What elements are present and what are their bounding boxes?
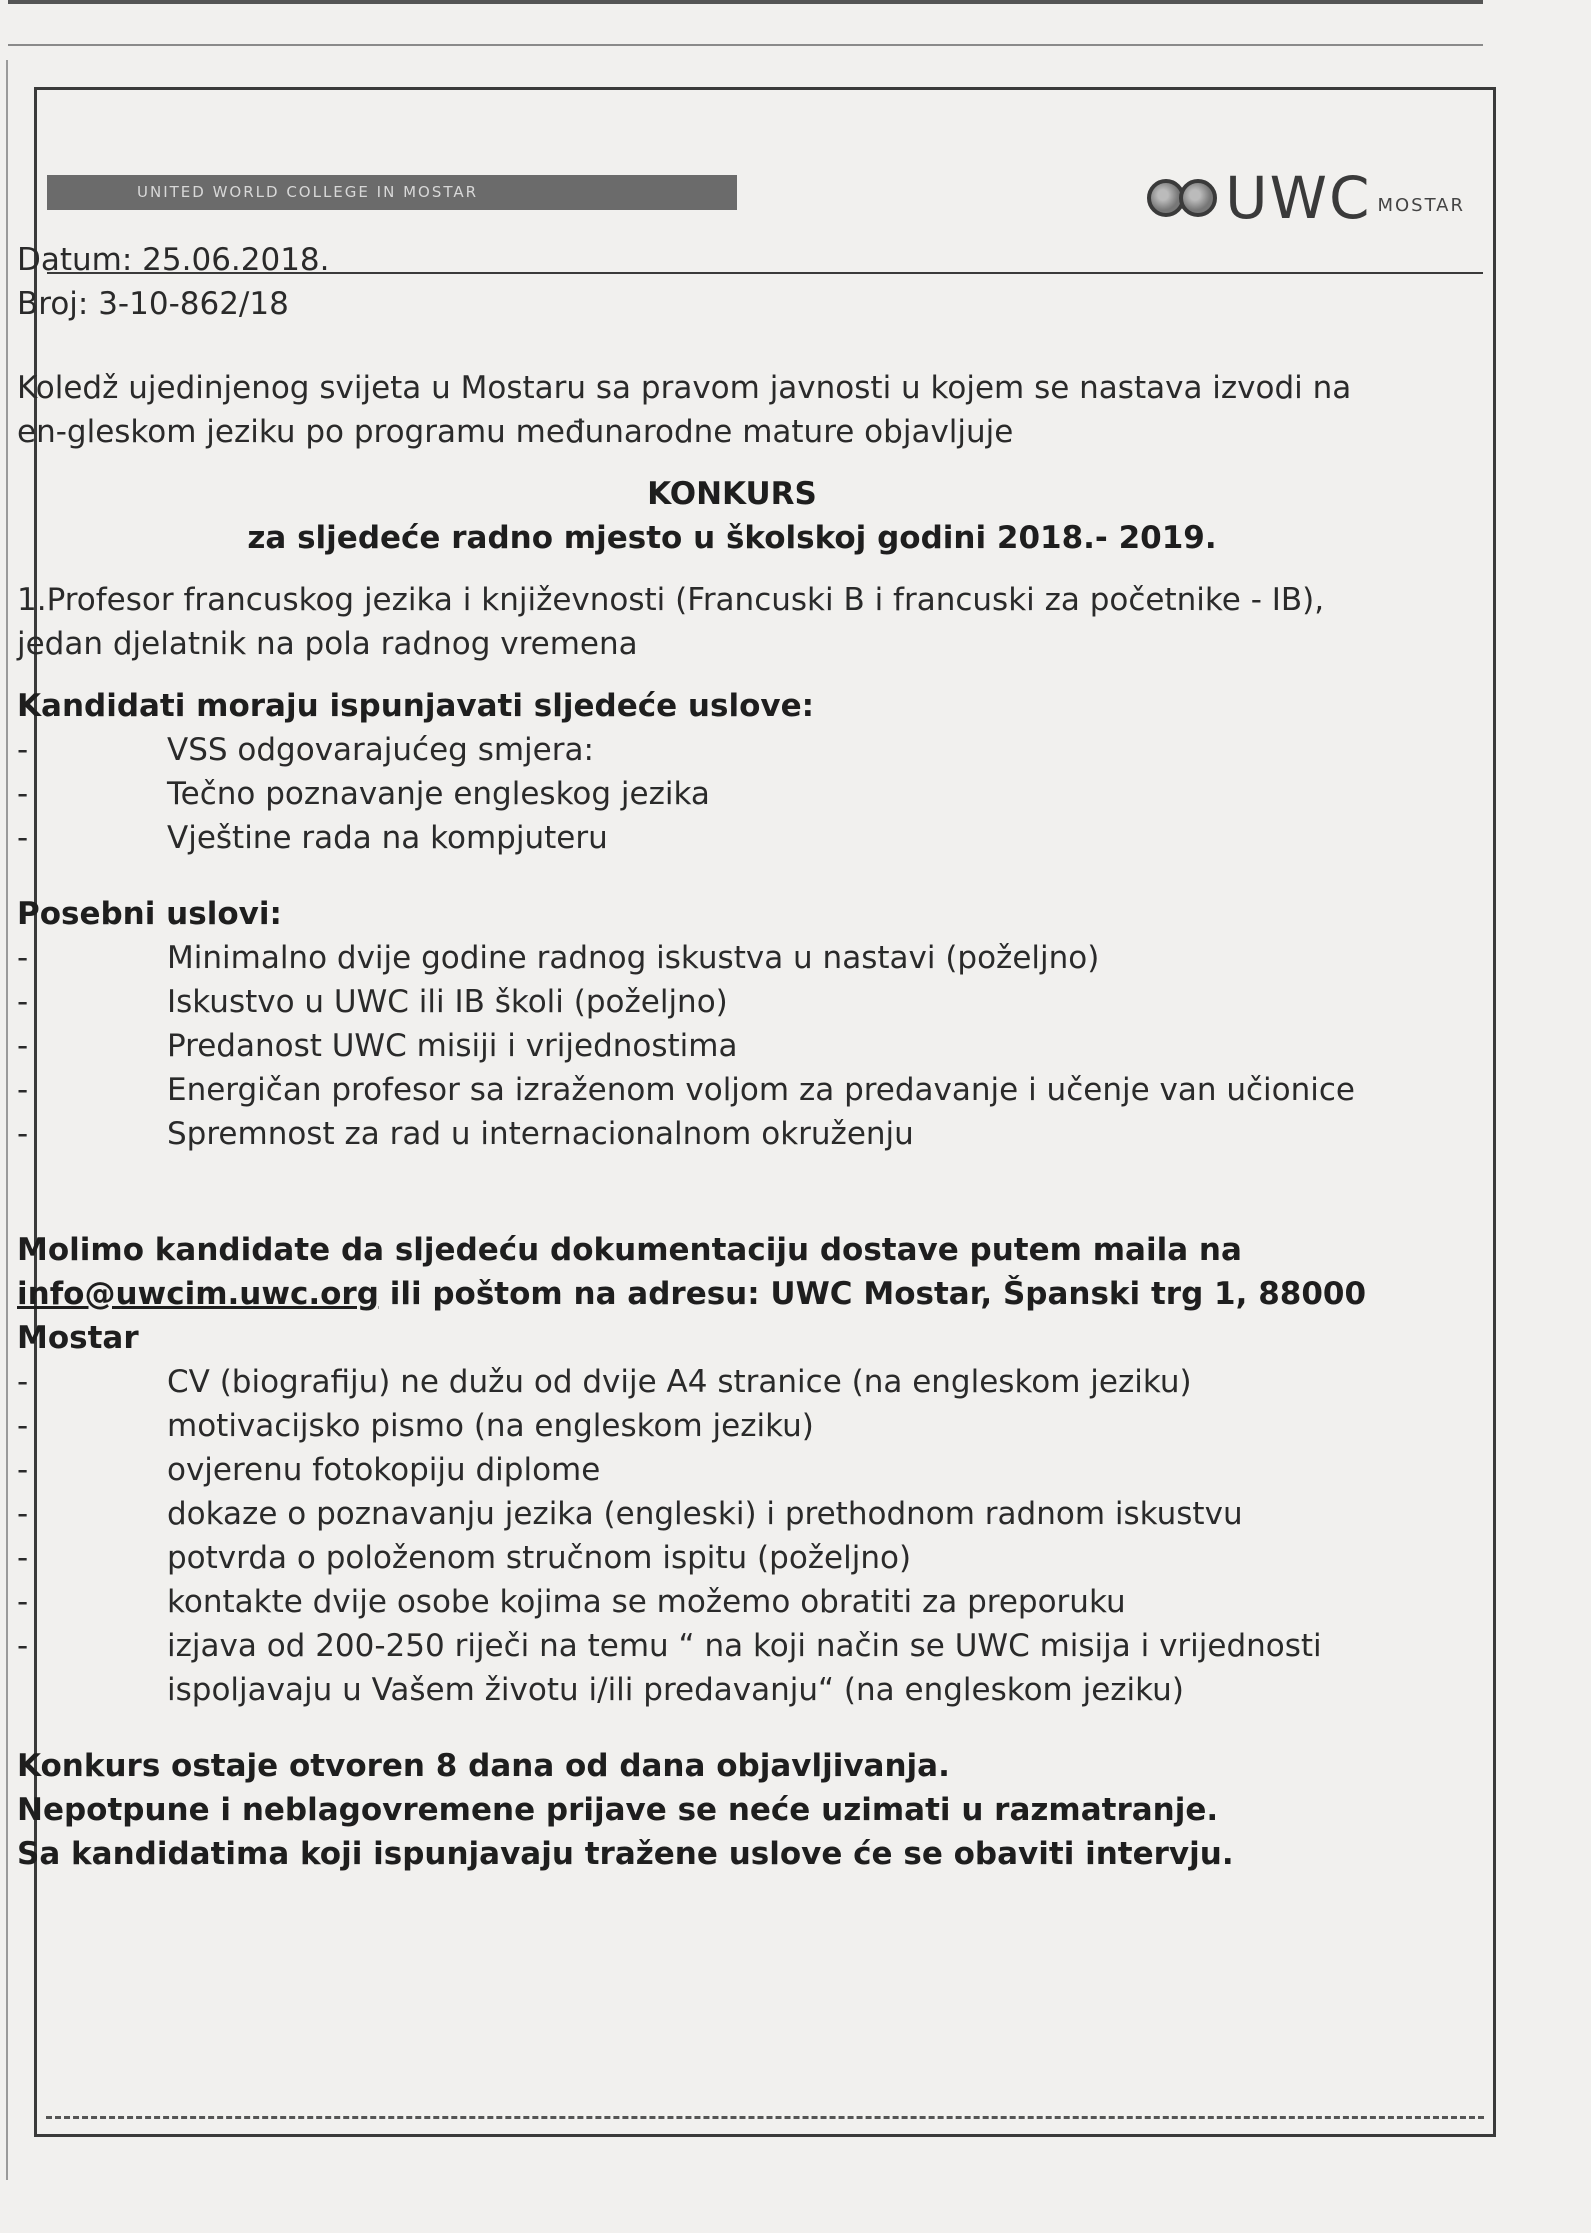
documents-city: Mostar (17, 1320, 139, 1356)
list-item: - kontakte dvije osobe kojima se možemo obratiti za preporuku (17, 1584, 1126, 1620)
list-item: - Minimalno dvije godine radnog iskustva u nastavi (poželjno) (17, 940, 1100, 976)
intro-line: Koledž ujedinjenog svijeta u Mostaru sa pravom javnosti u kojem se nastava izvodi na (17, 370, 1352, 406)
list-item: - Iskustvo u UWC ili IB školi (poželjno) (17, 984, 728, 1020)
globe-icon (1147, 179, 1211, 217)
list-item: - VSS odgovarajućeg smjera: (17, 732, 594, 768)
list-item: - Tečno poznavanje engleskog jezika (17, 776, 710, 812)
ad-content (17, 238, 1447, 1876)
email-link[interactable]: info@uwcim.uwc.org (17, 1276, 379, 1312)
intro-line: en-gleskom jeziku po programu međunarodne mature objavljuje (17, 414, 1014, 450)
closing-line: Nepotpune i neblagovremene prijave se neće uzimati u razmatranje. (17, 1792, 1219, 1828)
list-item: - izjava od 200-250 riječi na temu “ na koji način se UWC misija i vrijednosti (17, 1628, 1322, 1664)
list-item: - Vještine rada na kompjuteru (17, 820, 608, 856)
closing-line: Sa kandidatima koji ispunjavaju tražene uslove će se obaviti intervju. (17, 1836, 1234, 1872)
list-item: - Energičan profesor sa izraženom voljom za predavanje i učenje van učionice (17, 1072, 1355, 1108)
page-thin-rule (8, 44, 1483, 46)
logo-text: UWC (1225, 164, 1372, 232)
special-heading: Posebni uslovi: (17, 896, 282, 932)
list-item: - dokaze o poznavanju jezika (engleski) i prethodnom radnom iskustvu (17, 1496, 1243, 1532)
ad-subtitle: za sljedeće radno mjesto u školskoj godini 2018.- 2019. (247, 520, 1217, 556)
list-item: - Spremnost za rad u internacionalnom okruženju (17, 1116, 914, 1152)
date: Datum: 25.06.2018. (17, 242, 330, 278)
header-band: UNITED WORLD COLLEGE IN MOSTAR (47, 175, 737, 210)
documents-heading: Molimo kandidate da sljedeću dokumentaciju dostave putem maila na (17, 1232, 1242, 1268)
page-top-rule (8, 0, 1483, 4)
list-item: - potvrda o položenom stručnom ispitu (poželjno) (17, 1540, 912, 1576)
closing-line: Konkurs ostaje otvoren 8 dana od dana objavljivanja. (17, 1748, 950, 1784)
documents-contact: info@uwcim.uwc.org ili poštom na adresu: UWC Mostar, Španski trg 1, 88000 (17, 1276, 1367, 1312)
position-line: jedan djelatnik na pola radnog vremena (17, 626, 638, 662)
position-line: 1.Profesor francuskog jezika i književnosti (Francuski B i francuski za početnike - IB), (17, 582, 1325, 618)
uwc-logo (1147, 158, 1465, 238)
list-item-continuation: ispoljavaju u Vašem životu i/ili predavanju“ (na engleskom jeziku) (167, 1672, 1184, 1708)
list-item: - ovjerenu fotokopiju diplome (17, 1452, 601, 1488)
list-item: - Predanost UWC misiji i vrijednostima (17, 1028, 738, 1064)
requirements-heading: Kandidati moraju ispunjavati sljedeće uslove: (17, 688, 814, 724)
reference-number: Broj: 3-10-862/18 (17, 286, 289, 322)
list-item: - motivacijsko pismo (na engleskom jeziku) (17, 1408, 814, 1444)
logo-subtext: MOSTAR (1377, 195, 1465, 216)
list-item: - CV (biografiju) ne dužu od dvije A4 stranice (na engleskom jeziku) (17, 1364, 1192, 1400)
page-left-rule (6, 60, 8, 2180)
ad-title: KONKURS (647, 476, 817, 512)
